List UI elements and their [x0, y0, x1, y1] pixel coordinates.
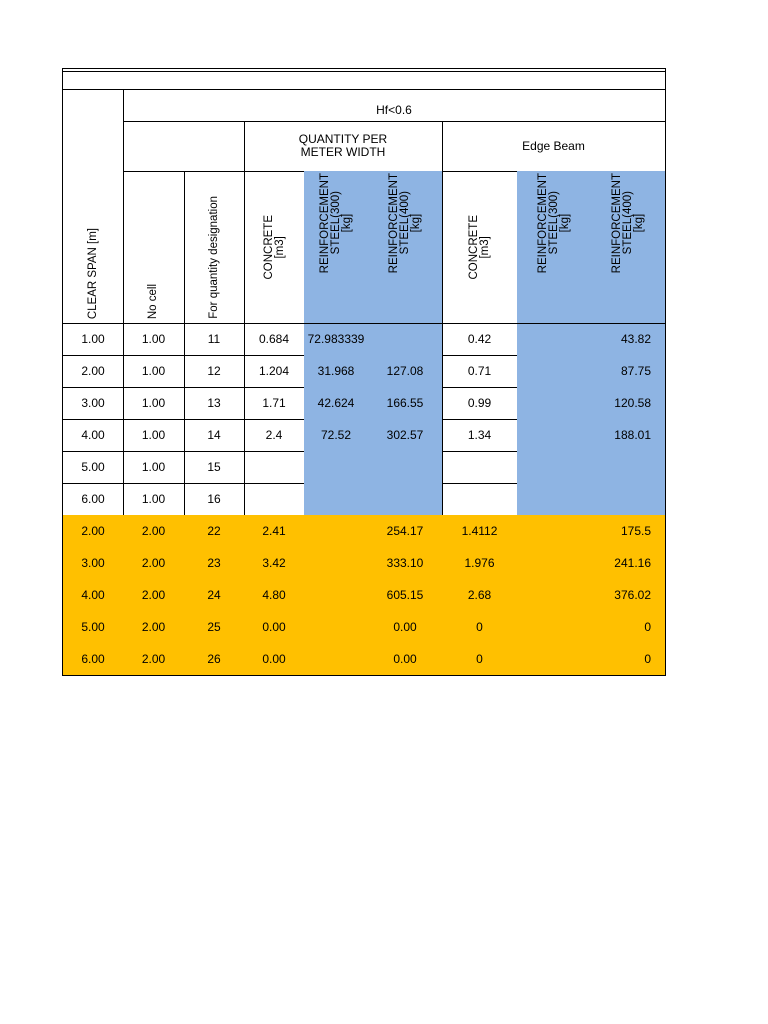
cell-clear-span: 2.00: [62, 355, 124, 388]
cell-designation: 16: [184, 483, 245, 516]
cell-steel300: [304, 579, 369, 612]
cell-concrete: 3.42: [244, 547, 305, 580]
cell-designation: 23: [184, 547, 245, 580]
cell-steel300: 72.52: [304, 419, 369, 452]
cell-steel400: 302.57: [368, 419, 443, 452]
cell-edge-steel400: 175.5: [591, 515, 666, 548]
cell-clear-span: 5.00: [62, 451, 124, 484]
cell-steel400: [368, 451, 443, 484]
cell-designation: 26: [184, 643, 245, 676]
cell-clear-span: 4.00: [62, 419, 124, 452]
cell-steel300: [304, 515, 369, 548]
cell-no-cell: 2.00: [123, 579, 185, 612]
cell-edge-concrete: 0: [442, 611, 518, 644]
cell-clear-span: 6.00: [62, 483, 124, 516]
cell-clear-span: 6.00: [62, 643, 124, 676]
cell-edge-steel300: [517, 323, 592, 356]
cell-edge-steel400: 120.58: [591, 387, 666, 420]
cell-edge-steel300: [517, 579, 592, 612]
cell-edge-concrete: 0.42: [442, 323, 518, 356]
cell-steel300: [304, 611, 369, 644]
col-concrete: CONCRETE [m3]: [244, 171, 305, 324]
col-clear-span: CLEAR SPAN [m]: [62, 89, 124, 324]
cell-edge-concrete: 0: [442, 643, 518, 676]
col-steel300: REINFORCEMENT STEEL(300) [kg]: [304, 171, 369, 324]
cell-no-cell: 1.00: [123, 355, 185, 388]
cell-steel400: 605.15: [368, 579, 443, 612]
cell-steel300: 31.968: [304, 355, 369, 388]
col-edge-steel400: REINFORCEMENT STEEL(400) [kg]: [591, 171, 666, 324]
cell-edge-steel300: [517, 387, 592, 420]
cell-steel400: [368, 323, 443, 356]
cell-designation: 12: [184, 355, 245, 388]
cell-clear-span: 3.00: [62, 547, 124, 580]
cell-clear-span: 2.00: [62, 515, 124, 548]
cell-edge-steel300: [517, 515, 592, 548]
cell-edge-steel300: [517, 547, 592, 580]
cell-edge-steel400: 43.82: [591, 323, 666, 356]
cell-designation: 11: [184, 323, 245, 356]
cell-concrete: 0.00: [244, 611, 305, 644]
col-steel400: REINFORCEMENT STEEL(400) [kg]: [368, 171, 443, 324]
cell-steel300: 42.624: [304, 387, 369, 420]
cell-concrete: [244, 483, 305, 516]
cell-edge-steel300: [517, 643, 592, 676]
cell-no-cell: 1.00: [123, 419, 185, 452]
cell-clear-span: 4.00: [62, 579, 124, 612]
cell-no-cell: 2.00: [123, 515, 185, 548]
cell-no-cell: 1.00: [123, 451, 185, 484]
cell-edge-steel300: [517, 355, 592, 388]
cell-edge-concrete: 1.4112: [442, 515, 518, 548]
cell-no-cell: 1.00: [123, 323, 185, 356]
cell-edge-concrete: 0.99: [442, 387, 518, 420]
col-no-cell: No cell: [123, 171, 185, 324]
cell-edge-steel400: 376.02: [591, 579, 666, 612]
cell-designation: 24: [184, 579, 245, 612]
col-edge-steel300: REINFORCEMENT STEEL(300) [kg]: [517, 171, 592, 324]
cell-steel300: 72.983339: [304, 323, 369, 356]
col-designation: For quantity designation: [184, 171, 245, 324]
cell-concrete: 2.41: [244, 515, 305, 548]
cell-no-cell: 1.00: [123, 387, 185, 420]
cell-edge-concrete: 0.71: [442, 355, 518, 388]
cell-no-cell: 2.00: [123, 643, 185, 676]
cell-edge-concrete: [442, 451, 518, 484]
cell-clear-span: 1.00: [62, 323, 124, 356]
cell-no-cell: 1.00: [123, 483, 185, 516]
cell-edge-concrete: 2.68: [442, 579, 518, 612]
header-main: Hf<0.6: [123, 89, 666, 122]
cell-concrete: [244, 451, 305, 484]
cell-no-cell: 2.00: [123, 611, 185, 644]
header-blank-top: [62, 68, 666, 90]
cell-steel300: [304, 483, 369, 516]
cell-steel300: [304, 547, 369, 580]
cell-edge-steel400: 241.16: [591, 547, 666, 580]
cell-designation: 22: [184, 515, 245, 548]
cell-designation: 15: [184, 451, 245, 484]
header-edge: Edge Beam: [442, 121, 666, 172]
cell-steel400: 166.55: [368, 387, 443, 420]
cell-edge-steel300: [517, 483, 592, 516]
cell-steel400: 254.17: [368, 515, 443, 548]
cell-no-cell: 2.00: [123, 547, 185, 580]
cell-steel300: [304, 643, 369, 676]
cell-edge-steel400: [591, 451, 666, 484]
header-group-blank: [123, 121, 245, 172]
cell-designation: 13: [184, 387, 245, 420]
cell-designation: 14: [184, 419, 245, 452]
cell-edge-concrete: 1.34: [442, 419, 518, 452]
cell-edge-steel400: 0: [591, 611, 666, 644]
cell-steel300: [304, 451, 369, 484]
cell-edge-steel400: 188.01: [591, 419, 666, 452]
cell-clear-span: 5.00: [62, 611, 124, 644]
cell-concrete: 4.80: [244, 579, 305, 612]
col-edge-concrete: CONCRETE [m3]: [442, 171, 518, 324]
cell-edge-steel300: [517, 451, 592, 484]
cell-edge-steel300: [517, 611, 592, 644]
cell-edge-steel300: [517, 419, 592, 452]
cell-edge-concrete: [442, 483, 518, 516]
cell-steel400: 333.10: [368, 547, 443, 580]
cell-concrete: 0.00: [244, 643, 305, 676]
cell-edge-steel400: [591, 483, 666, 516]
cell-concrete: 1.71: [244, 387, 305, 420]
cell-concrete: 1.204: [244, 355, 305, 388]
cell-steel400: 127.08: [368, 355, 443, 388]
cell-steel400: [368, 483, 443, 516]
cell-designation: 25: [184, 611, 245, 644]
cell-steel400: 0.00: [368, 643, 443, 676]
cell-concrete: 2.4: [244, 419, 305, 452]
cell-edge-steel400: 87.75: [591, 355, 666, 388]
cell-edge-steel400: 0: [591, 643, 666, 676]
cell-steel400: 0.00: [368, 611, 443, 644]
cell-edge-concrete: 1.976: [442, 547, 518, 580]
cell-clear-span: 3.00: [62, 387, 124, 420]
cell-concrete: 0.684: [244, 323, 305, 356]
header-qty: QUANTITY PER METER WIDTH: [244, 121, 443, 172]
